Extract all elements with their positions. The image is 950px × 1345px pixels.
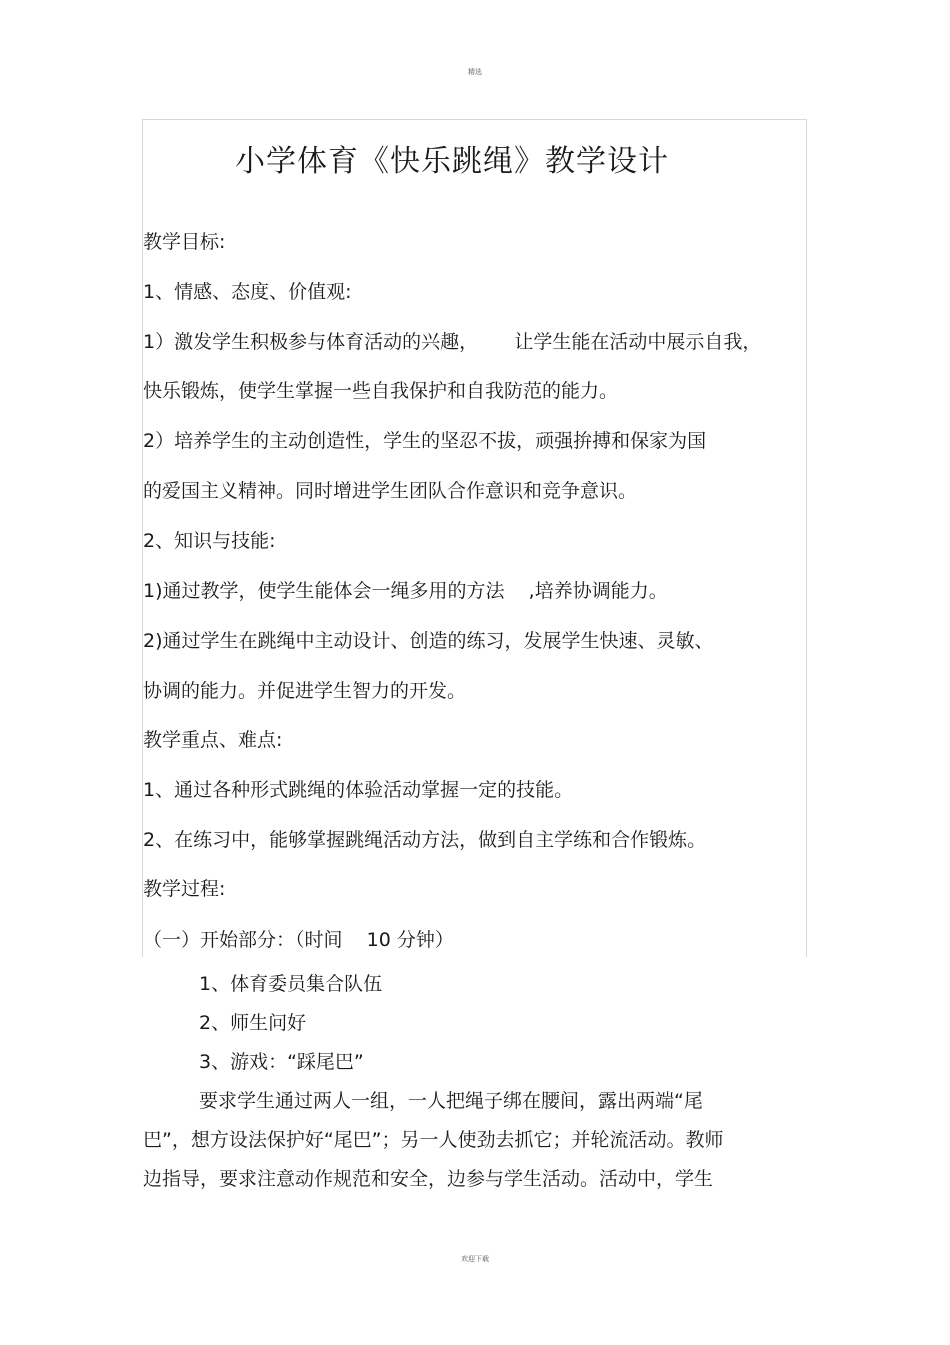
page-footer-mark: 欢迎下载: [461, 1255, 489, 1263]
text-line: 的爱国主义精神。同时增进学生团队合作意识和竞争意识。: [143, 480, 638, 502]
text-line: 2、在练习中，能够掌握跳绳活动方法，做到自主学练和合作锻炼。: [143, 829, 707, 851]
text-line: 2、师生问好: [199, 1012, 307, 1034]
section-heading-process: 教学过程:: [143, 878, 226, 900]
text-line: 1、通过各种形式跳绳的体验活动掌握一定的技能。: [143, 779, 574, 801]
page-header-mark: 精选: [468, 68, 482, 76]
text-line: 3、游戏：“踩尾巴”: [199, 1051, 364, 1073]
text-line: 1）激发学生积极参与体育活动的兴趣， 让学生能在活动中展示自我，: [143, 331, 762, 353]
text-line: 2、知识与技能:: [143, 530, 276, 552]
section-heading-key-points: 教学重点、难点:: [143, 729, 283, 751]
section-heading-objectives: 教学目标:: [143, 231, 226, 253]
text-line: 1、情感、态度、价值观:: [143, 281, 352, 303]
text-line: 协调的能力。并促进学生智力的开发。: [143, 680, 467, 702]
text-line: （一）开始部分：（时间 10 分钟）: [143, 929, 454, 951]
document-title: 小学体育《快乐跳绳》教学设计: [235, 144, 669, 179]
text-line: 要求学生通过两人一组，一人把绳子绑在腰间，露出两端“尾: [199, 1090, 703, 1112]
text-line: 1、体育委员集合队伍: [199, 973, 383, 995]
text-line: 巴”，想方设法保护好“尾巴”；另一人使劲去抓它；并轮流活动。教师: [143, 1129, 724, 1151]
text-line: 1)通过教学，使学生能体会一绳多用的方法 ,培养协调能力。: [143, 580, 668, 602]
text-line: 2)通过学生在跳绳中主动设计、创造的练习，发展学生快速、灵敏、: [143, 630, 714, 652]
text-line: 边指导，要求注意动作规范和安全，边参与学生活动。活动中，学生: [143, 1168, 714, 1190]
text-line: 快乐锻炼，使学生掌握一些自我保护和自我防范的能力。: [143, 380, 619, 402]
text-line: 2）培养学生的主动创造性，学生的坚忍不拔，顽强拚搏和保家为国: [143, 430, 707, 452]
